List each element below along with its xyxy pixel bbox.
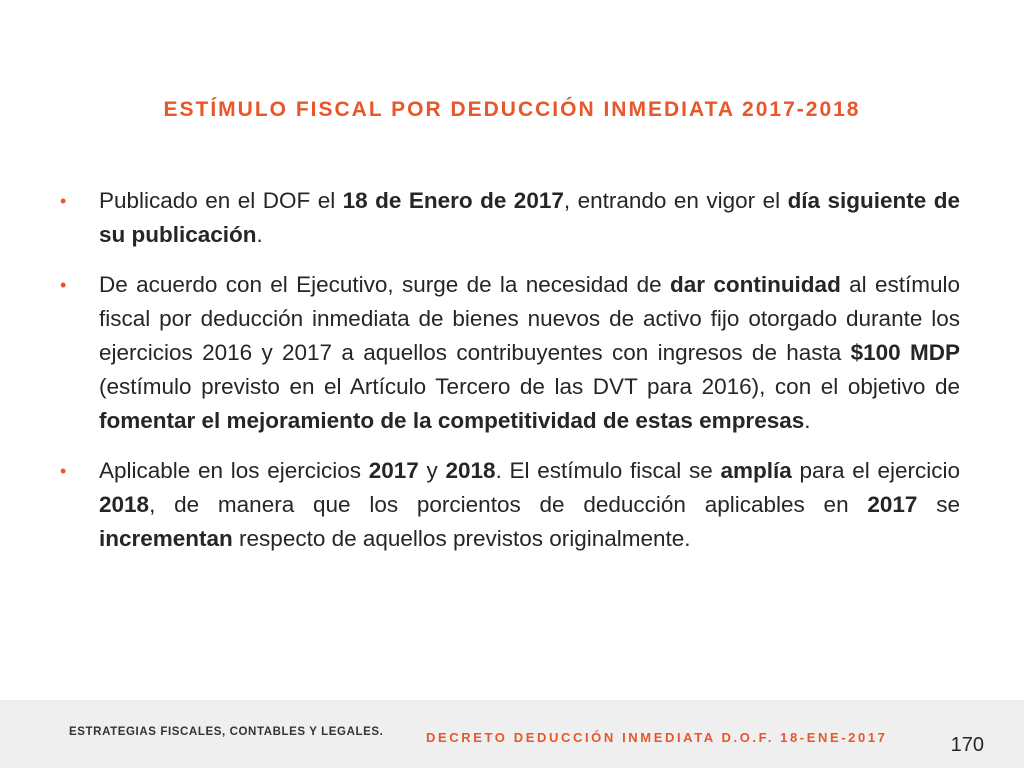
bullet-icon: •	[60, 461, 67, 481]
bullet-text-run: para el ejercicio	[791, 458, 960, 483]
bullet-text-run: De acuerdo con el Ejecutivo, surge de la necesidad de	[99, 272, 670, 297]
bullet-text-run: (estímulo previsto en el Artículo Tercero de las DVT para 2016), con el objetivo de	[99, 374, 960, 399]
bullet-text-bold: 2017	[867, 492, 918, 517]
bullet-item-3	[60, 454, 960, 556]
page-number: 170	[950, 734, 984, 756]
bullet-text-bold: fomentar el mejoramiento de la competitividad de estas empresas	[99, 408, 805, 433]
bullet-text	[99, 188, 960, 247]
bullet-text-bold: incrementan	[99, 526, 233, 551]
bullet-text-run: .	[804, 408, 811, 433]
bullet-text-bold: $100 MDP	[850, 340, 960, 365]
bullet-text-run: al estímulo fiscal por deducción inmediata de bienes nuevos de activo fijo otorgado durante los ejercicios 2016 y 2017 a aquellos contribuyentes con ingresos de hasta	[99, 272, 961, 365]
bullet-text-run: , de manera que los porcientos de deducción aplicables en	[149, 492, 868, 517]
bullet-text-bold: dar continuidad	[670, 272, 841, 297]
footer-decree-label: DECRETO DEDUCCIÓN INMEDIATA D.O.F. 18-ENE-2017	[426, 730, 888, 745]
bullet-icon: •	[60, 275, 67, 295]
bullet-list	[60, 184, 960, 572]
footer-bar	[0, 700, 1024, 768]
bullet-text-run: y	[418, 458, 446, 483]
bullet-item-1	[60, 184, 960, 252]
bullet-text-run: Publicado en el DOF el	[99, 188, 343, 213]
footer-company-tagline: ESTRATEGIAS FISCALES, CONTABLES Y LEGALES.	[69, 726, 384, 738]
bullet-text-run: .	[256, 222, 263, 247]
bullet-text-bold: 2017	[368, 458, 419, 483]
bullet-text	[99, 458, 960, 551]
bullet-item-2	[60, 268, 960, 438]
bullet-text-bold: 18 de Enero de 2017	[342, 188, 564, 213]
bullet-text-run: respecto de aquellos previstos originalmente.	[232, 526, 691, 551]
bullet-text-run: se	[917, 492, 961, 517]
bullet-text-bold: amplía	[720, 458, 792, 483]
bullet-text-run: Aplicable en los ejercicios	[99, 458, 369, 483]
bullet-icon: •	[60, 191, 67, 211]
bullet-text	[99, 272, 960, 433]
bullet-text-bold: 2018	[445, 458, 496, 483]
bullet-text-run: . El estímulo fiscal se	[495, 458, 721, 483]
bullet-text-run: , entrando en vigor el	[563, 188, 788, 213]
bullet-text-bold: día siguiente de su publicación	[99, 188, 961, 247]
slide-title: ESTÍMULO FISCAL POR DEDUCCIÓN INMEDIATA 2017-2018	[163, 98, 861, 121]
bullet-text-bold: 2018	[99, 492, 150, 517]
